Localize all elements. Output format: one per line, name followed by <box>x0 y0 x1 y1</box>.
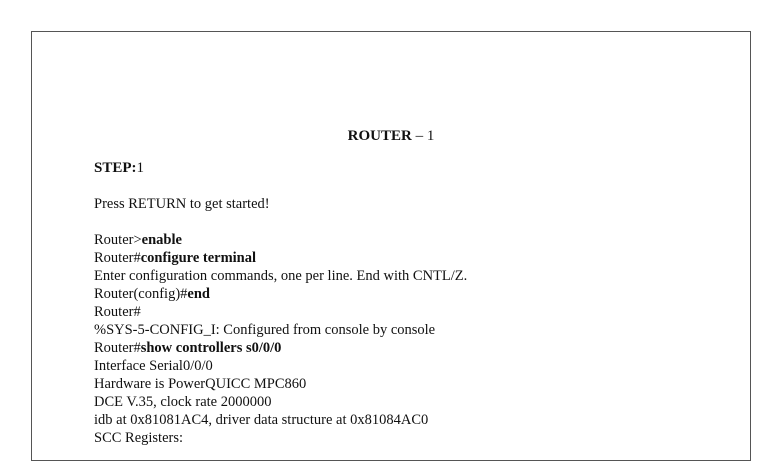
console-line: Hardware is PowerQUICC MPC860 <box>94 376 307 392</box>
console-line <box>94 339 281 357</box>
prompt: Router# <box>94 250 141 266</box>
console-line <box>94 249 256 267</box>
step-heading <box>94 160 144 177</box>
prompt: Router# <box>94 340 141 356</box>
command: enable <box>141 232 182 248</box>
console-line: Interface Serial0/0/0 <box>94 358 213 374</box>
document-page <box>31 31 751 461</box>
title-bold: ROUTER <box>347 128 412 144</box>
command: end <box>187 286 210 302</box>
console-line: SCC Registers: <box>94 430 184 446</box>
step-number: 1 <box>136 160 145 176</box>
console-line <box>94 231 182 249</box>
command: show controllers s0/0/0 <box>140 340 282 356</box>
console-line: %SYS-5-CONFIG_I: Configured from console by console <box>94 322 436 338</box>
command: configure terminal <box>140 250 257 266</box>
prompt: Router> <box>94 232 142 248</box>
console-line: idb at 0x81081AC4, driver data structure at 0x81084AC0 <box>94 412 429 428</box>
page-title <box>32 128 750 145</box>
console-line: Press RETURN to get started! <box>94 196 270 212</box>
console-line <box>94 285 210 303</box>
console-line: Router# <box>94 304 141 320</box>
prompt: Router(config)# <box>94 286 188 302</box>
step-label: STEP: <box>94 160 137 176</box>
title-rest: – 1 <box>411 128 435 144</box>
console-line: Enter configuration commands, one per line. End with CNTL/Z. <box>94 268 468 284</box>
console-line: DCE V.35, clock rate 2000000 <box>94 394 272 410</box>
